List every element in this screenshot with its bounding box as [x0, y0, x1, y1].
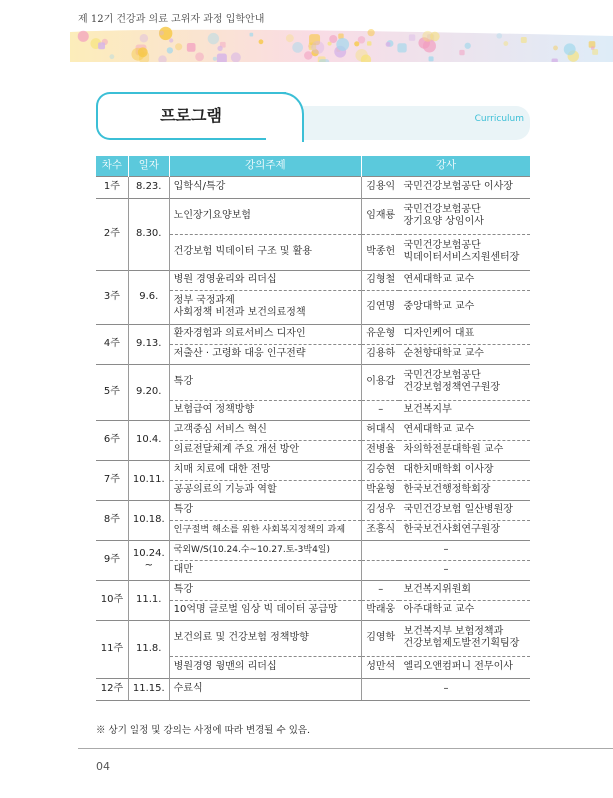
banner-shape [496, 33, 502, 39]
banner-shape [367, 29, 374, 36]
date-cell [128, 540, 169, 580]
table-header-row [96, 156, 530, 176]
affiliation-line: 건강보험정책연구원장 [403, 382, 501, 393]
topic-cell [169, 290, 361, 324]
banner-shape [140, 34, 149, 43]
lecturer-cell: – [361, 560, 530, 580]
lecturer-affiliation: 국민건강보험 일산병원장 [399, 500, 530, 520]
lecturer-affiliation [399, 198, 530, 234]
banner-shape [564, 43, 576, 55]
date-cell: 9.20. [128, 364, 169, 420]
lecturer-cell: – [361, 540, 530, 560]
lecturer-cell: – [361, 678, 530, 700]
date-cell: 11.15. [128, 678, 169, 700]
banner-shape [422, 31, 433, 42]
banner-shape [250, 33, 254, 37]
lecturer-affiliation: 연세대학교 교수 [399, 420, 530, 440]
banner-shape [329, 35, 337, 43]
topic-cell: 노인장기요양보험 [169, 198, 361, 234]
lecturer-affiliation: 엘리오앤컴퍼니 전무이사 [399, 656, 530, 678]
banner-shape [521, 37, 527, 43]
week-cell: 1주 [96, 176, 128, 198]
banner-shape [553, 45, 558, 50]
lecturer-name: 전병율 [361, 440, 399, 460]
lecturer-name: 박종헌 [361, 234, 399, 270]
lecturer-affiliation: 중앙대학교 교수 [399, 290, 530, 324]
lecturer-affiliation: 대한치매학회 이사장 [399, 460, 530, 480]
lecturer-name: 박래웅 [361, 600, 399, 620]
table-row [96, 678, 530, 700]
banner-shape [409, 34, 415, 40]
table-row [96, 620, 530, 656]
banner-shape [187, 43, 196, 52]
program-heading-box [96, 92, 530, 140]
banner-shape [311, 41, 324, 54]
banner-shape [292, 42, 303, 53]
banner-shape [213, 57, 217, 61]
header-topic: 강의주제 [169, 156, 361, 176]
lecturer-name: 김형철 [361, 270, 399, 290]
banner-shape [592, 49, 598, 55]
table-row [96, 500, 530, 520]
lecturer-name: – [361, 400, 399, 420]
page-number: 04 [96, 760, 110, 773]
topic-cell: 인구절벽 해소를 위한 사회복지정책의 과제 [169, 520, 361, 540]
week-cell: 10주 [96, 580, 128, 620]
topic-cell: 국외W/S(10.24.수~10.27.토-3박4일) [169, 540, 361, 560]
affiliation-line: 장기요양 상임이사 [403, 216, 484, 227]
banner-shape [286, 34, 294, 42]
affiliation-line: 건강보험제도발전기획팀장 [403, 638, 520, 649]
lecturer-name: 임재룡 [361, 198, 399, 234]
lecturer-name: 유운형 [361, 324, 399, 344]
lecturer-name: 김영학 [361, 620, 399, 656]
lecturer-affiliation: 보건복지부 [399, 400, 530, 420]
topic-cell: 환자경험과 의료서비스 디자인 [169, 324, 361, 344]
table-row [96, 198, 530, 234]
banner-shape [169, 38, 173, 42]
lecturer-name: 김용익 [361, 176, 399, 198]
topic-cell: 공공의료의 기능과 역할 [169, 480, 361, 500]
header-week: 차수 [96, 156, 128, 176]
affiliation-line: 보건복지부 보험정책과 [403, 626, 504, 637]
footer-divider [78, 748, 613, 749]
banner-shape [503, 41, 508, 46]
date-cell: 11.1. [128, 580, 169, 620]
affiliation-line: 국민건강보험공단 [403, 204, 481, 215]
lecturer-affiliation: 아주대학교 교수 [399, 600, 530, 620]
topic-cell: 병원경영 윙맨의 리더십 [169, 656, 361, 678]
date-cell: 9.13. [128, 324, 169, 364]
banner-shape [465, 43, 471, 49]
topic-cell: 의료전달체계 주요 개선 방안 [169, 440, 361, 460]
banner-shape [138, 47, 148, 57]
banner-shape [167, 47, 173, 53]
lecturer-affiliation: 한국보건행정학회장 [399, 480, 530, 500]
date-cell: 10.18. [128, 500, 169, 540]
date-cell: 10.4. [128, 420, 169, 460]
lecturer-name: 김승현 [361, 460, 399, 480]
lecturer-name: 허대식 [361, 420, 399, 440]
week-cell: 11주 [96, 620, 128, 678]
lecturer-affiliation: 순천향대학교 교수 [399, 344, 530, 364]
banner-shape [195, 52, 204, 61]
week-cell: 2주 [96, 198, 128, 270]
table-row [96, 420, 530, 440]
banner-shape [217, 53, 227, 62]
banner-shape [259, 39, 264, 44]
lecturer-affiliation: 보건복지위원회 [399, 580, 530, 600]
lecturer-name: 김용하 [361, 344, 399, 364]
topic-cell: 보건의료 및 건강보험 정책방향 [169, 620, 361, 656]
banner-shape [78, 31, 89, 42]
affiliation-line: 빅데이터서비스지원센터장 [403, 252, 520, 263]
banner-shape [175, 43, 182, 50]
lecturer-affiliation: 차의학전문대학원 교수 [399, 440, 530, 460]
banner-shape [304, 51, 313, 60]
banner-shape [98, 42, 105, 49]
lecturer-name: 조흥식 [361, 520, 399, 540]
lecturer-affiliation [399, 620, 530, 656]
topic-cell: 10억명 글로벌 임상 빅 데이터 공급망 [169, 600, 361, 620]
date-cell: 10.11. [128, 460, 169, 500]
topic-line: 사회정책 비전과 보건의료정책 [173, 307, 306, 318]
table-row [96, 580, 530, 600]
topic-line: 정부 국정과제 [173, 295, 235, 306]
lecturer-affiliation [399, 364, 530, 400]
banner-shape [208, 33, 219, 44]
banner-shape [109, 54, 114, 59]
topic-cell: 병원 경영윤리와 리더십 [169, 270, 361, 290]
lecturer-name: 김연명 [361, 290, 399, 324]
topic-cell: 수료식 [169, 678, 361, 700]
topic-cell: 특강 [169, 364, 361, 400]
banner-shape [367, 41, 371, 45]
banner-shape [217, 46, 222, 51]
lecturer-affiliation: 국민건강보험공단 이사장 [399, 176, 530, 198]
week-cell: 12주 [96, 678, 128, 700]
topic-cell: 특강 [169, 500, 361, 520]
week-cell: 6주 [96, 420, 128, 460]
topic-cell: 고객중심 서비스 혁신 [169, 420, 361, 440]
lecturer-affiliation: 디자인케어 대표 [399, 324, 530, 344]
lecturer-name: – [361, 580, 399, 600]
week-cell: 5주 [96, 364, 128, 420]
date-cell: 8.23. [128, 176, 169, 198]
week-cell: 9주 [96, 540, 128, 580]
week-cell: 8주 [96, 500, 128, 540]
topic-cell: 저출산 · 고령화 대응 인구전략 [169, 344, 361, 364]
date-cell: 11.8. [128, 620, 169, 678]
banner-shape [319, 59, 329, 62]
banner-shape [336, 38, 349, 51]
banner-shape [429, 56, 434, 61]
date-cell: 9.6. [128, 270, 169, 324]
table-row [96, 364, 530, 400]
lecturer-name: 성만석 [361, 656, 399, 678]
banner-shape [159, 31, 164, 36]
topic-cell: 치매 치료에 대한 전망 [169, 460, 361, 480]
header-lecturer: 강사 [361, 156, 530, 176]
date-line: 10.24. [132, 548, 165, 559]
banner-shape [386, 42, 391, 47]
banner-shape [358, 36, 365, 43]
banner-shape [397, 43, 406, 52]
schedule-note: ※ 상기 일정 및 강의는 사정에 따라 변경될 수 있음. [96, 725, 311, 736]
schedule-table [96, 156, 530, 701]
week-cell: 7주 [96, 460, 128, 500]
table-row [96, 270, 530, 290]
date-cell: 8.30. [128, 198, 169, 270]
lecturer-name: 박윤형 [361, 480, 399, 500]
topic-cell: 건강보험 빅데이터 구조 및 활용 [169, 234, 361, 270]
table-row [96, 540, 530, 560]
topic-cell: 특강 [169, 580, 361, 600]
decorative-banner [70, 26, 613, 62]
topic-cell: 입학식/특강 [169, 176, 361, 198]
lecturer-affiliation: 한국보건사회연구원장 [399, 520, 530, 540]
banner-shape [231, 52, 241, 62]
banner-shape [552, 59, 558, 62]
week-cell: 3주 [96, 270, 128, 324]
topic-cell: 대만 [169, 560, 361, 580]
running-header: 제 12기 건강과 의료 고위자 과정 입학안내 [78, 14, 265, 25]
lecturer-affiliation: 연세대학교 교수 [399, 270, 530, 290]
topic-cell: 보험급여 정책방향 [169, 400, 361, 420]
affiliation-line: 국민건강보험공단 [403, 370, 481, 381]
table-row [96, 324, 530, 344]
week-cell: 4주 [96, 324, 128, 364]
program-title: 프로그램 [160, 106, 222, 125]
table-row [96, 176, 530, 198]
affiliation-line: 국민건강보험공단 [403, 240, 481, 251]
banner-shape [459, 50, 464, 55]
lecturer-name: 이용갑 [361, 364, 399, 400]
date-line: ~ [144, 560, 153, 571]
header-date: 일자 [128, 156, 169, 176]
lecturer-name: 김성우 [361, 500, 399, 520]
program-subtitle: Curriculum [474, 114, 524, 124]
table-row [96, 460, 530, 480]
lecturer-affiliation [399, 234, 530, 270]
